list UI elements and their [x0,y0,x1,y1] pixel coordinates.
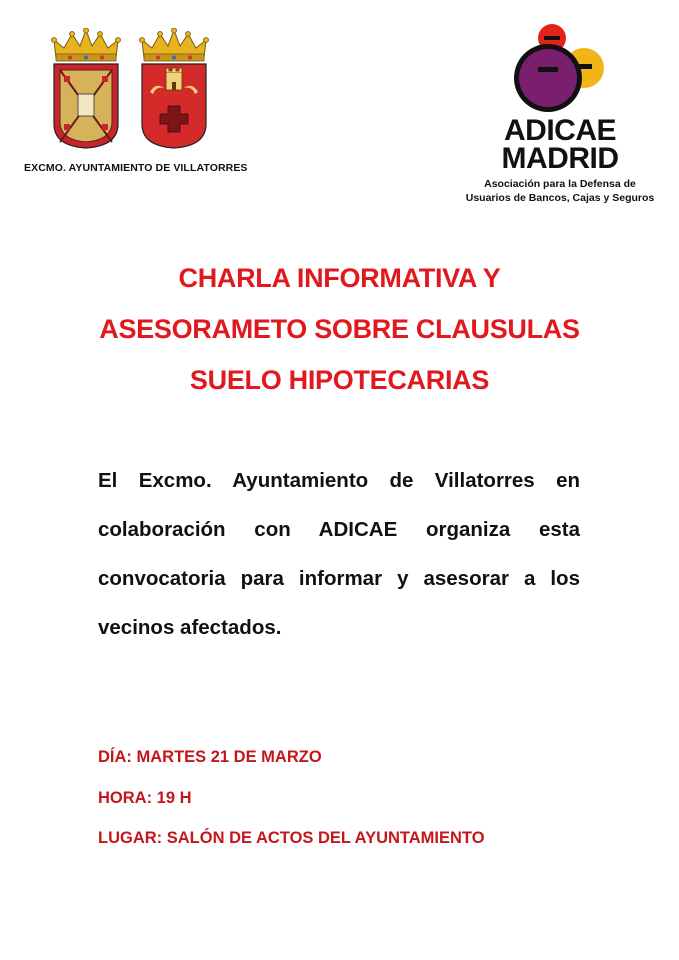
ayuntamiento-label: EXCMO. AYUNTAMIENTO DE VILLATORRES [24,162,248,174]
adicae-subtitle-line2: Usuarios de Bancos, Cajas y Seguros [465,192,655,204]
adicae-subtitle-line1: Asociación para la Defensa de [484,178,636,190]
page-title-line1: CHARLA INFORMATIVA Y [178,263,501,293]
body-paragraph-line: El Excmo. Ayuntamiento de Villatorres en [98,469,580,492]
event-location: LUGAR: SALÓN DE ACTOS DEL AYUNTAMIENTO [98,829,485,847]
adicae-name-line2: MADRID [501,142,619,175]
event-time: HORA: 19 H [98,789,192,807]
adicae-name-line1: ADICAE [503,114,616,147]
page-title-line3: SUELO HIPOTECARIAS [189,365,490,395]
body-paragraph-line: colaboración con ADICAE organiza esta [98,518,580,541]
body-paragraph-line: convocatoria para informar y asesorar a los [98,567,580,590]
body-paragraph-line: vecinos afectados. [98,616,282,639]
coat-of-arms-right-icon [138,28,210,150]
page-title-line2: ASESORAMETO SOBRE CLAUSULAS [99,314,580,344]
adicae-logo-icon [512,24,612,116]
coat-of-arms-left-icon [50,28,122,150]
event-date: DÍA: MARTES 21 DE MARZO [98,748,322,766]
